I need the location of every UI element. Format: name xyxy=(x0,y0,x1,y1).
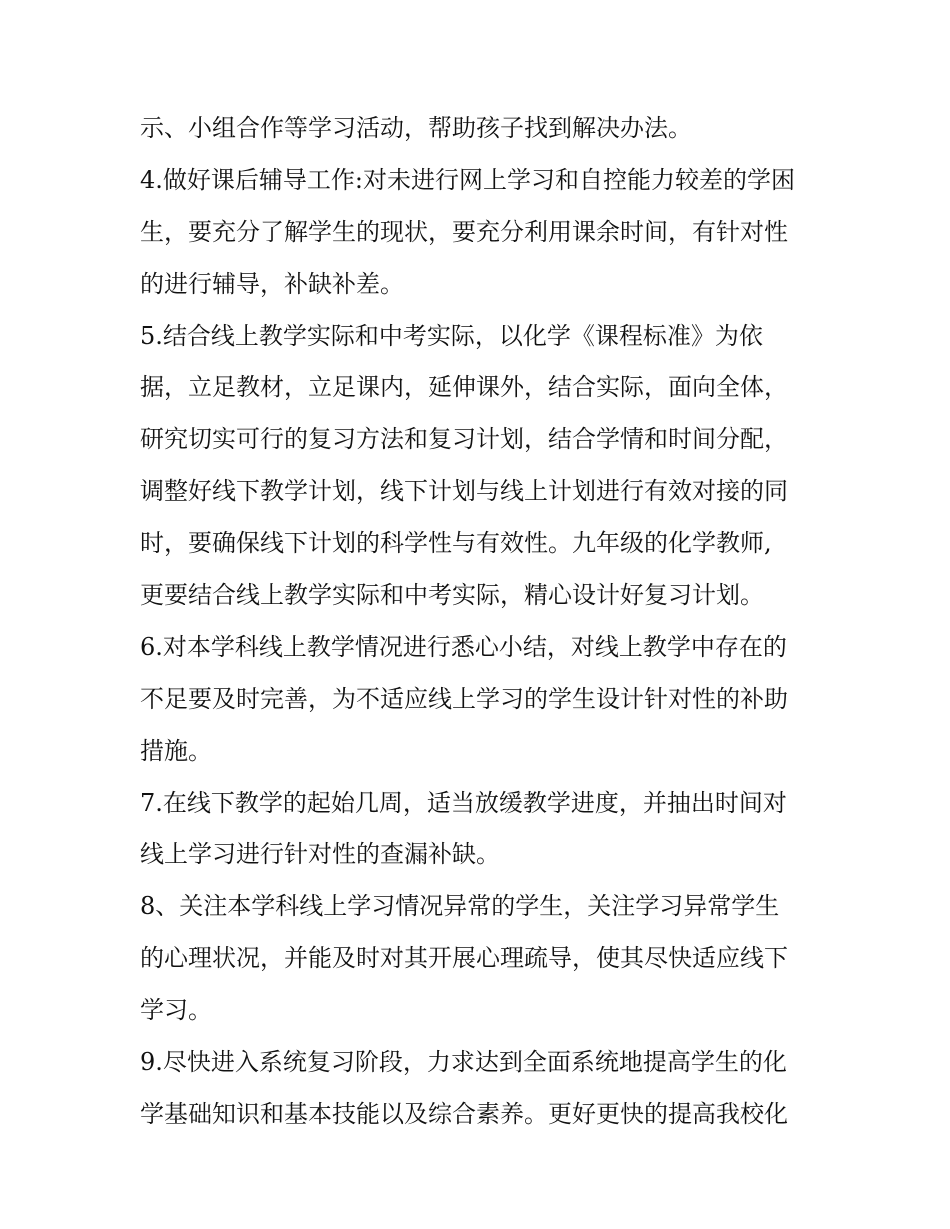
text-line: 学习。 xyxy=(140,996,212,1025)
text-line: 更要结合线上教学实际和中考实际，精心设计好复习计划。 xyxy=(140,581,764,610)
text-line: 生，要充分了解学生的现状，要充分利用课余时间，有针对性 xyxy=(140,217,788,246)
text-line: 的心理状况，并能及时对其开展心理疏导，使其尽快适应线下 xyxy=(140,944,788,973)
text-line: 6.对本学科线上教学情况进行悉心小结，对线上教学中存在的 xyxy=(140,632,787,661)
text-line: 不足要及时完善，为不适应线上学习的学生设计针对性的补助 xyxy=(140,684,788,713)
text-line: 4.做好课后辅导工作:对未进行网上学习和自控能力较差的学困 xyxy=(140,165,795,194)
text-line: 措施。 xyxy=(140,736,212,765)
text-line: 5.结合线上教学实际和中考实际，以化学《课程标准》为依 xyxy=(140,321,763,350)
text-line: 调整好线下教学计划，线下计划与线上计划进行有效对接的同 xyxy=(140,477,788,506)
text-line: 学基础知识和基本技能以及综合素养。更好更快的提高我校化 xyxy=(140,1099,788,1128)
document-body xyxy=(140,103,820,1141)
text-line: 示、小组合作等学习活动，帮助孩子找到解决办法。 xyxy=(140,114,692,142)
text-line: 研究切实可行的复习方法和复习计划，结合学情和时间分配， xyxy=(140,425,788,454)
text-line: 8、关注本学科线上学习情况异常的学生，关注学习异常学生 xyxy=(140,892,780,921)
text-line: 的进行辅导，补缺补差。 xyxy=(140,269,404,298)
text-line: 据，立足教材，立足课内，延伸课外，结合实际，面向全体， xyxy=(140,373,788,402)
text-line: 时，要确保线下计划的科学性与有效性。九年级的化学教师, xyxy=(140,529,772,558)
text-line: 线上学习进行针对性的查漏补缺。 xyxy=(140,840,500,869)
text-line: 9.尽快进入系统复习阶段，力求达到全面系统地提高学生的化 xyxy=(140,1048,787,1077)
text-line: 7.在线下教学的起始几周，适当放缓教学进度，并抽出时间对 xyxy=(140,788,787,817)
